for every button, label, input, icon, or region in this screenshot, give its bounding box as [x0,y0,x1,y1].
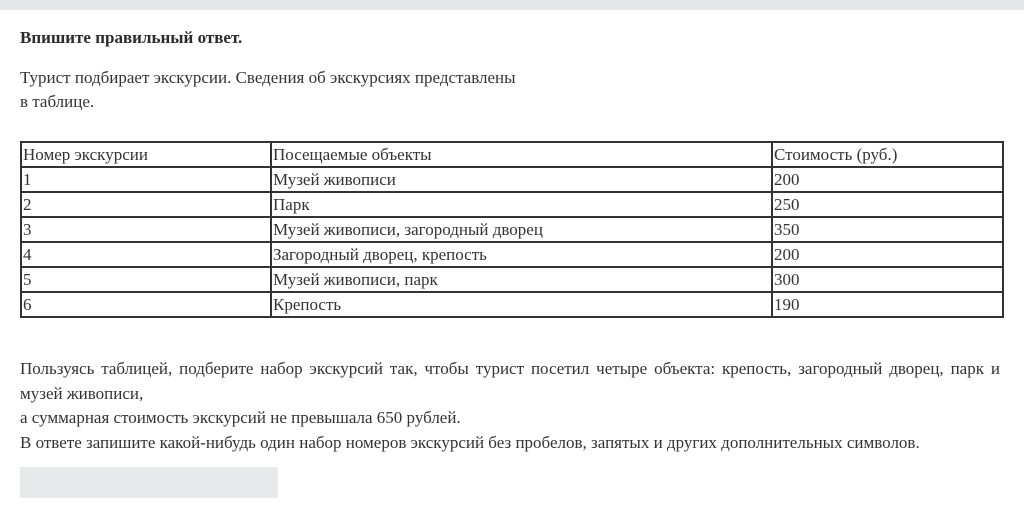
table-row [21,242,1003,267]
cell-cost: 350 [772,217,1003,242]
cell-cost: 200 [772,167,1003,192]
cell-cost: 200 [772,242,1003,267]
cell-number: 6 [21,292,271,317]
instruction-heading: Впишите правильный ответ. [20,28,243,47]
cell-objects: Музей живописи, парк [271,267,772,292]
table-header-row [21,142,1003,167]
cell-number: 2 [21,192,271,217]
table-row [21,167,1003,192]
cell-cost: 190 [772,292,1003,317]
cell-objects: Крепость [271,292,772,317]
intro-line-2: в таблице. [20,92,95,111]
header-cost: Стоимость (руб.) [772,142,1003,167]
task-line-3: В ответе запишите какой-нибудь один набор номеров экскурсий без пробелов, запятых и других дополнительных символов. [20,432,920,452]
table-row [21,267,1003,292]
cell-objects: Музей живописи, загородный дворец [271,217,772,242]
table-row [21,192,1003,217]
cell-cost: 250 [772,192,1003,217]
task-line-2: а суммарная стоимость экскурсий не превышала 650 рублей. [20,408,461,427]
header-number: Номер экскурсии [21,142,271,167]
header-objects: Посещаемые объекты [271,142,772,167]
top-bar [0,0,1024,10]
cell-number: 1 [21,167,271,192]
cell-cost: 300 [772,267,1003,292]
task-text [20,357,1000,455]
cell-number: 5 [21,267,271,292]
intro-line-1: Турист подбирает экскурсии. Сведения об экскурсиях представлены [20,68,516,87]
intro-text [20,66,580,114]
answer-input[interactable] [20,467,278,498]
cell-objects: Музей живописи [271,167,772,192]
table-row [21,217,1003,242]
cell-objects: Парк [271,192,772,217]
excursions-table [20,141,1004,318]
cell-number: 4 [21,242,271,267]
task-line-1: Пользуясь таблицей, подберите набор экскурсий так, чтобы турист посетил четыре объекта: крепость, загородный дворец, парк и музей живописи, [20,359,1000,403]
table-row [21,292,1003,317]
cell-objects: Загородный дворец, крепость [271,242,772,267]
cell-number: 3 [21,217,271,242]
